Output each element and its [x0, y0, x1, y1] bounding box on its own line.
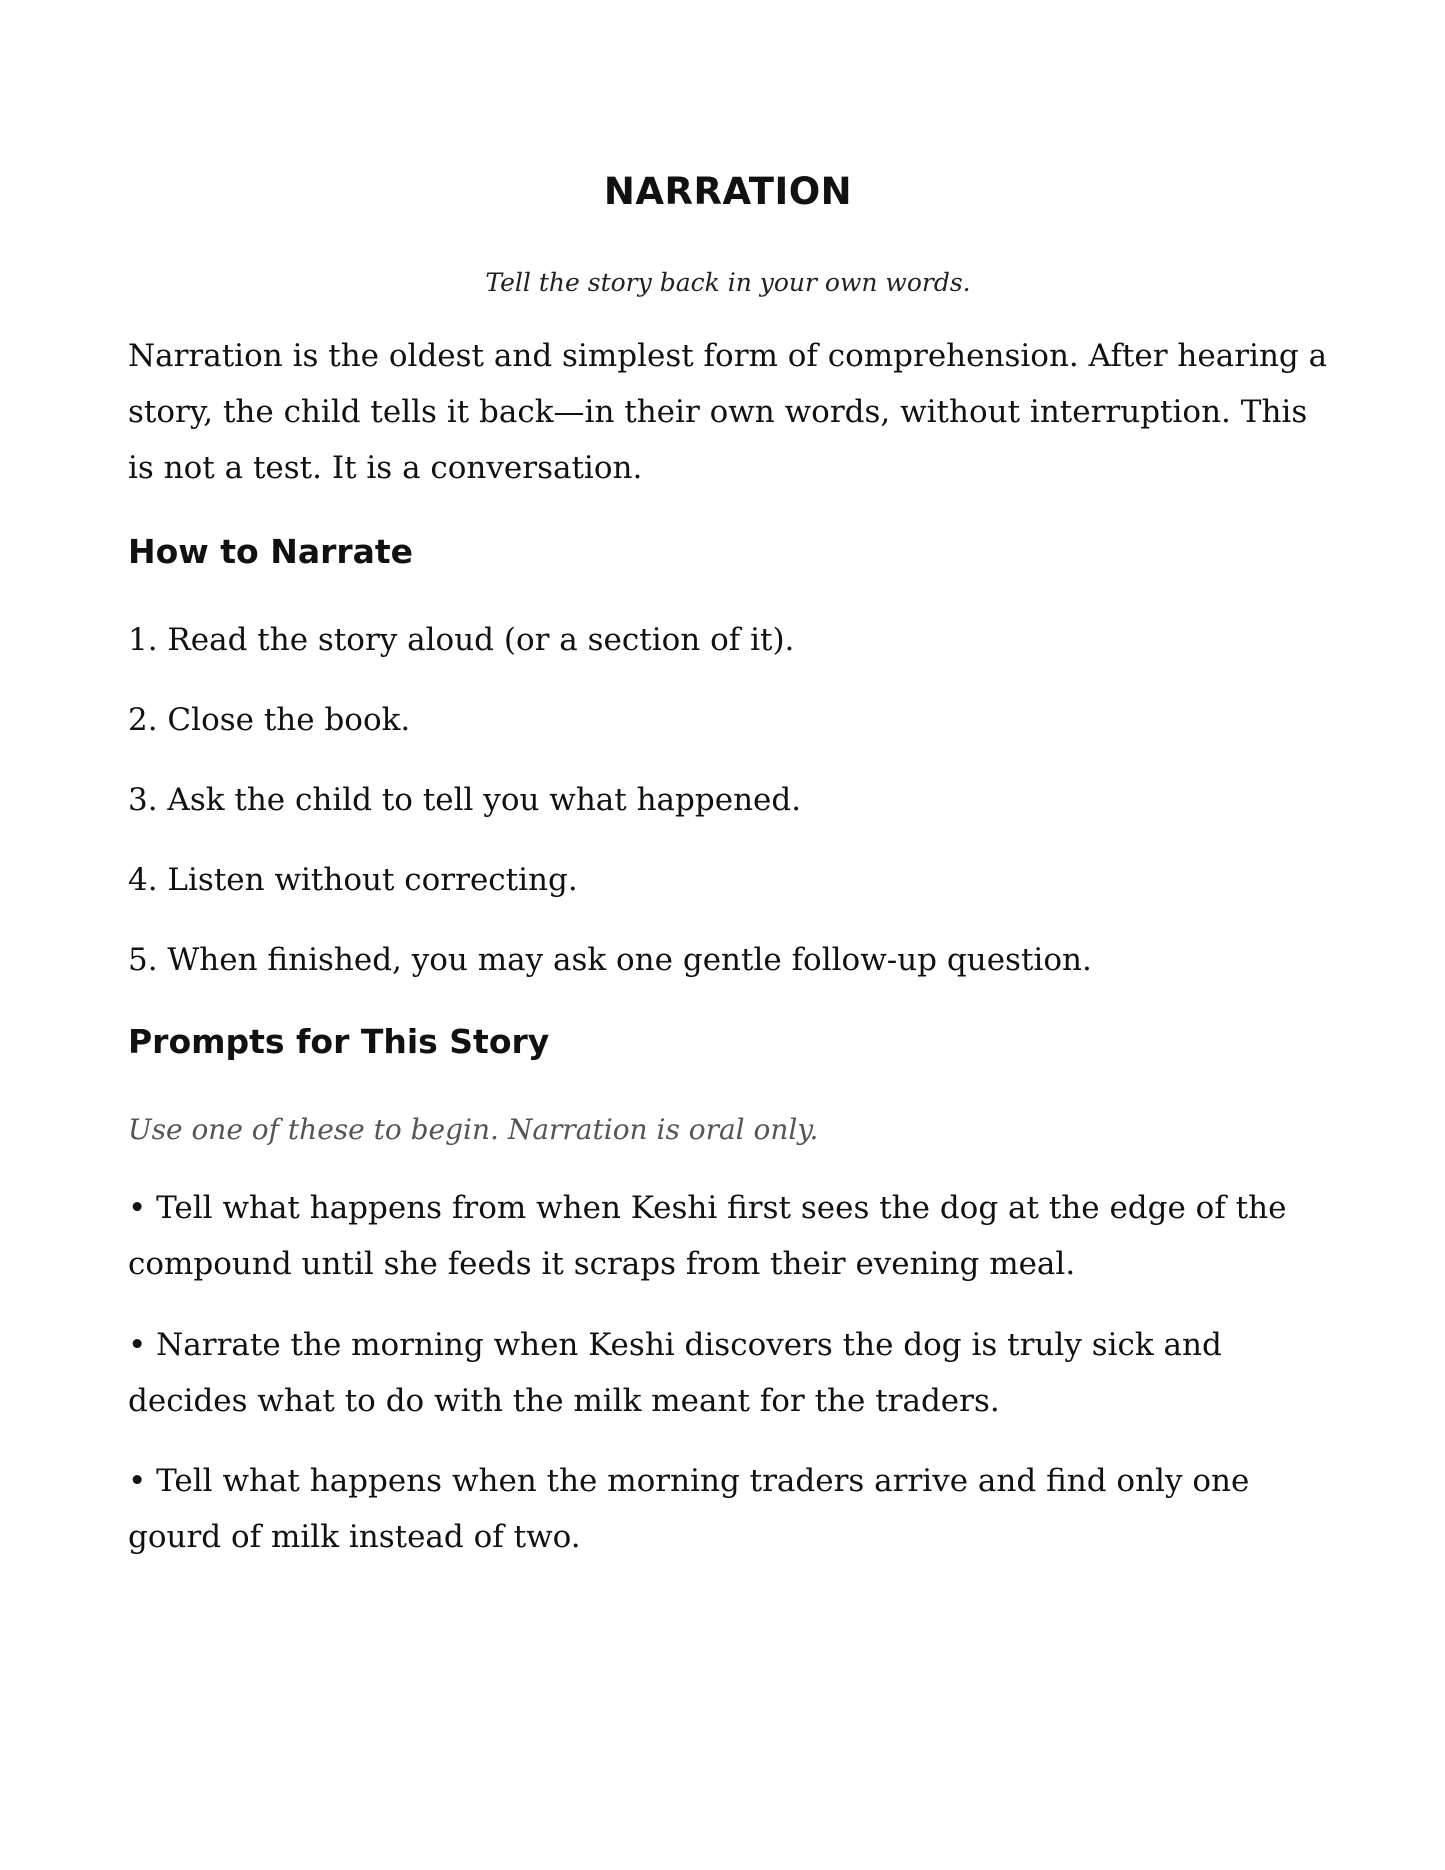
page-title: NARRATION	[603, 170, 853, 213]
prompts-note: Use one of these to begin. Narration is oral only.	[128, 1113, 819, 1146]
step-item-4: 4. Listen without correcting.	[128, 862, 578, 898]
how-to-narrate-heading: How to Narrate	[128, 532, 414, 571]
step-item-5: 5. When finished, you may ask one gentle follow-up question.	[128, 942, 1092, 978]
prompt-item-2: • Narrate the morning when Keshi discovers the dog is truly sick and decides what to do with the milk meant for the traders.	[128, 1327, 1222, 1419]
prompts-heading: Prompts for This Story	[128, 1022, 550, 1061]
step-item-1: 1. Read the story aloud (or a section of it).	[128, 622, 795, 658]
prompt-item-1: • Tell what happens from when Keshi first sees the dog at the edge of the compound until she feeds it scraps from their evening meal.	[128, 1190, 1287, 1282]
step-item-3: 3. Ask the child to tell you what happened.	[128, 782, 802, 818]
step-item-2: 2. Close the book.	[128, 702, 411, 738]
prompt-item-3: • Tell what happens when the morning traders arrive and find only one gourd of milk instead of two.	[128, 1463, 1250, 1555]
page-subtitle: Tell the story back in your own words.	[485, 268, 971, 297]
intro-paragraph: Narration is the oldest and simplest form of comprehension. After hearing a story, the child tells it back—in their own words, without interruption. This is not a test. It is a conversation.	[128, 338, 1328, 486]
